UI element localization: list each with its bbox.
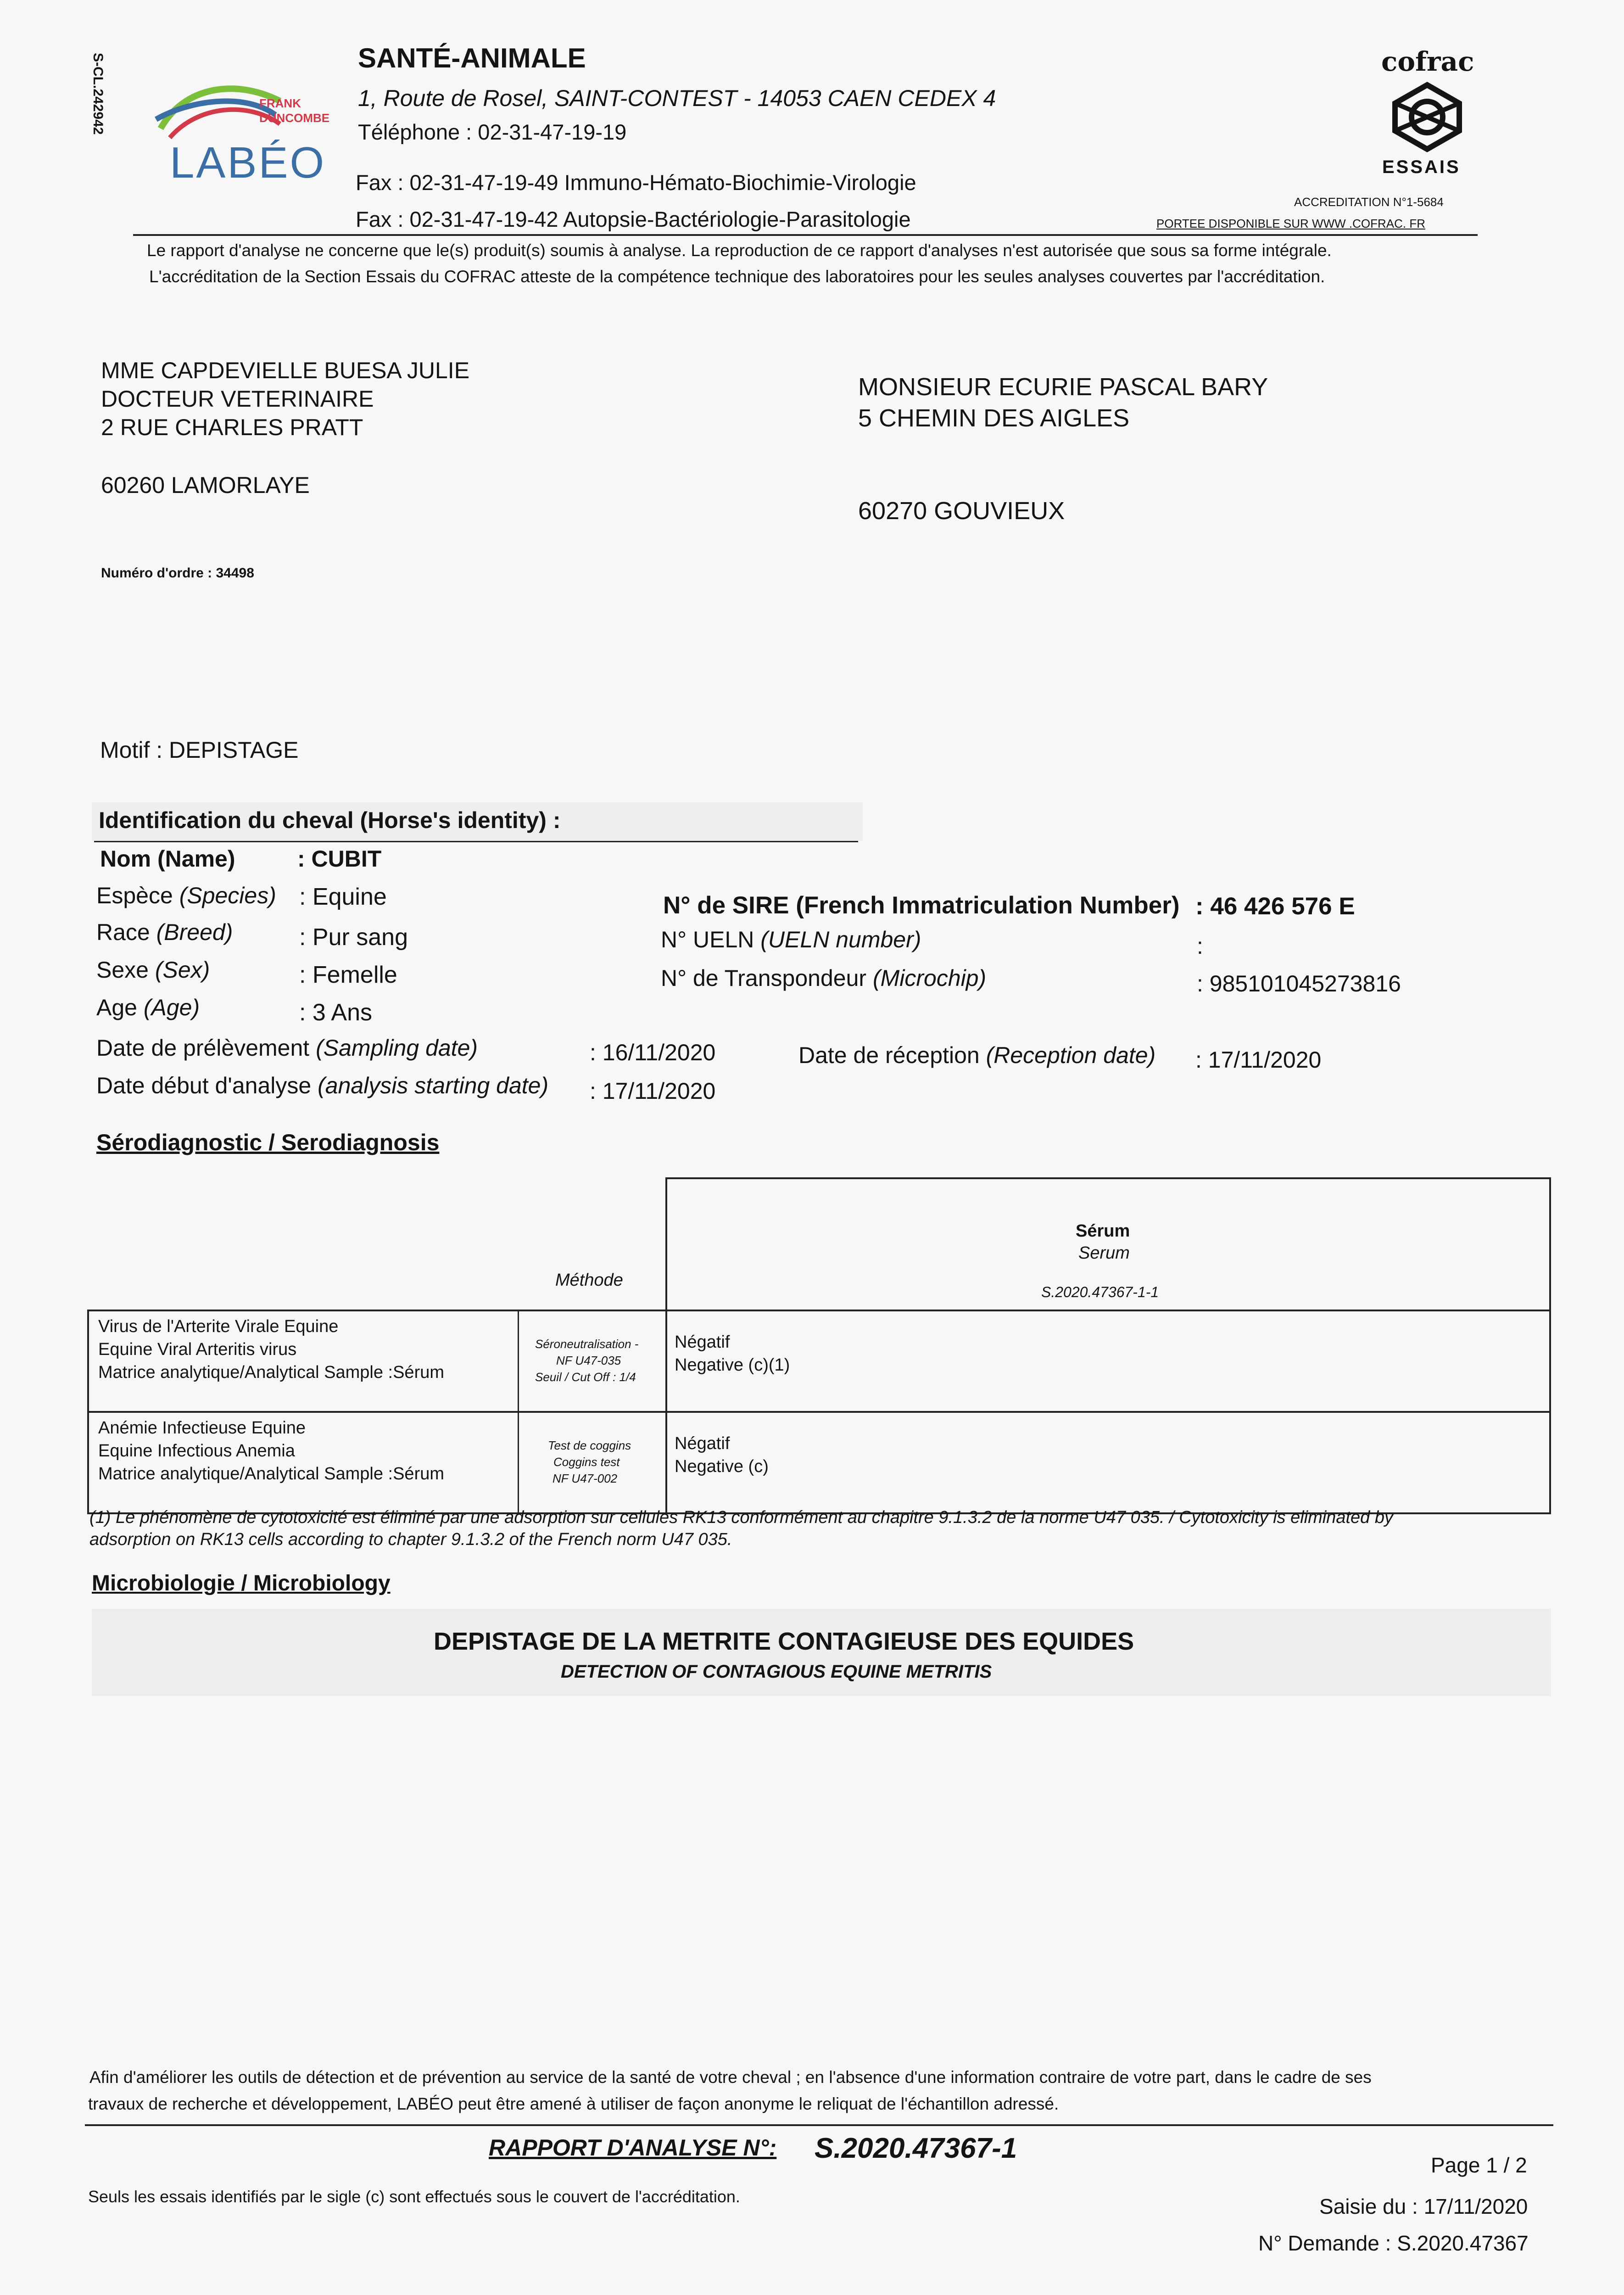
cofrac-logo xyxy=(1367,46,1478,184)
row1-name2: Equine Viral Arteritis virus xyxy=(98,1340,297,1359)
accreditation-number: ACCREDITATION N°1-5684 xyxy=(1294,195,1444,209)
row1-result2: Negative (c)(1) xyxy=(675,1355,790,1375)
labeo-logo-line2: DUNCOMBE xyxy=(259,111,330,125)
method-header: Méthode xyxy=(555,1271,623,1290)
report-label: RAPPORT D'ANALYSE N°: xyxy=(489,2135,777,2161)
identification-underline xyxy=(94,841,858,842)
labeo-logo-line1: FRANK xyxy=(259,96,301,110)
row1-method1: Séroneutralisation - xyxy=(535,1337,639,1351)
microbiology-title: DEPISTAGE DE LA METRITE CONTAGIEUSE DES EQUIDES xyxy=(434,1628,1134,1655)
sender-line4: 60260 LAMORLAYE xyxy=(101,472,310,498)
sex-value: : Femelle xyxy=(299,962,397,988)
microbiology-heading: Microbiologie / Microbiology xyxy=(92,1571,391,1595)
sample-header-cell xyxy=(665,1177,1551,1311)
serology-footnote-2: adsorption on RK13 cells according to chapter 9.1.3.2 of the French norm U47 035. xyxy=(89,1530,732,1549)
header-title: SANTÉ-ANIMALE xyxy=(358,43,586,73)
order-number: Numéro d'ordre : 34498 xyxy=(101,565,254,581)
footer-request-number: N° Demande : S.2020.47367 xyxy=(1258,2231,1529,2255)
transponder-value: : 985101045273816 xyxy=(1197,971,1401,996)
reception-date-value: : 17/11/2020 xyxy=(1195,1047,1322,1073)
recipient-line2: 5 CHEMIN DES AIGLES xyxy=(858,404,1130,432)
header-fax1: Fax : 02-31-47-19-49 Immuno-Hémato-Biochimie-Virologie xyxy=(356,170,916,195)
disclaimer-2: L'accréditation de la Section Essais du COFRAC atteste de la compétence technique des laboratoires pour les seules analyses couvertes par l'accréditation. xyxy=(149,267,1325,286)
name-label: Nom (Name) xyxy=(100,846,235,872)
row2-method3: NF U47-002 xyxy=(552,1472,618,1485)
start-date-label: Date début d'analyse (analysis starting date) xyxy=(96,1073,549,1098)
footer-accreditation-note: Seuls les essais identifiés par le sigle (c) sont effectués sous le couvert de l'accréditation. xyxy=(88,2187,740,2206)
ueln-value: : xyxy=(1197,933,1203,959)
row2-name2: Equine Infectious Anemia xyxy=(98,1441,295,1461)
footer-notice-1: Afin d'améliorer les outils de détection et de prévention au service de la santé de votre cheval ; en l'absence d'une information contraire de votre part, dans le cadre de ses xyxy=(89,2068,1372,2087)
header-divider xyxy=(133,234,1478,236)
row2-divider1 xyxy=(518,1413,519,1512)
disclaimer-1: Le rapport d'analyse ne concerne que le(s) produit(s) soumis à analyse. La reproduction de ce rapport d'analyses n'est autorisée que sous sa forme intégrale. xyxy=(147,241,1332,260)
footer-notice-2: travaux de recherche et développement, LABÉO peut être amené à utiliser de façon anonyme le reliquat de l'échantillon adressé. xyxy=(88,2094,1059,2113)
species-label: Espèce (Species) xyxy=(96,883,276,908)
labeo-logo xyxy=(142,73,344,193)
sample-header-en: Serum xyxy=(1078,1243,1130,1263)
sampling-date-value: : 16/11/2020 xyxy=(590,1040,716,1065)
row2-result2: Negative (c) xyxy=(675,1457,769,1476)
age-label: Age (Age) xyxy=(96,995,200,1020)
row2-method2: Coggins test xyxy=(553,1455,620,1469)
side-code: S-CL.242942 xyxy=(90,53,106,135)
cofrac-emblem-icon xyxy=(1381,80,1473,154)
row1-divider1 xyxy=(518,1311,519,1411)
reception-date-label: Date de réception (Reception date) xyxy=(798,1042,1156,1068)
age-value: : 3 Ans xyxy=(299,999,372,1026)
row1-method2: NF U47-035 xyxy=(556,1354,621,1367)
transponder-label: N° de Transpondeur (Microchip) xyxy=(661,965,987,991)
sampling-date-label: Date de prélèvement (Sampling date) xyxy=(96,1035,478,1061)
recipient-line1: MONSIEUR ECURIE PASCAL BARY xyxy=(858,373,1268,401)
row1-name3: Matrice analytique/Analytical Sample :Sérum xyxy=(98,1363,445,1382)
start-date-value: : 17/11/2020 xyxy=(590,1078,716,1104)
species-value: : Equine xyxy=(299,884,387,910)
header-address: 1, Route de Rosel, SAINT-CONTEST - 14053 CAEN CEDEX 4 xyxy=(358,85,996,111)
breed-label: Race (Breed) xyxy=(96,919,233,945)
row1-name1: Virus de l'Arterite Virale Equine xyxy=(98,1317,339,1336)
table-row xyxy=(87,1411,1551,1514)
table-row xyxy=(87,1310,1551,1413)
identification-heading: Identification du cheval (Horse's identity) : xyxy=(99,807,561,833)
report-number: S.2020.47367-1 xyxy=(815,2133,1017,2164)
sire-label: N° de SIRE (French Immatriculation Number) xyxy=(663,892,1180,919)
footer-page: Page 1 / 2 xyxy=(1431,2153,1527,2177)
sender-line2: DOCTEUR VETERINAIRE xyxy=(101,386,374,412)
row2-name1: Anémie Infectieuse Equine xyxy=(98,1418,306,1438)
footer-divider xyxy=(85,2124,1553,2126)
row2-result1: Négatif xyxy=(675,1434,730,1453)
sire-value: : 46 426 576 E xyxy=(1195,893,1355,920)
labeo-swoosh-icon xyxy=(142,73,344,147)
breed-value: : Pur sang xyxy=(299,924,408,951)
recipient-line3: 60270 GOUVIEUX xyxy=(858,497,1065,525)
name-value: : CUBIT xyxy=(297,846,382,872)
microbiology-subtitle: DETECTION OF CONTAGIOUS EQUINE METRITIS xyxy=(561,1662,992,1682)
ueln-label: N° UELN (UELN number) xyxy=(661,927,921,952)
row1-result1: Négatif xyxy=(675,1332,730,1352)
row2-method1: Test de coggins xyxy=(548,1439,631,1452)
cofrac-logo-top: cofrac xyxy=(1381,46,1474,77)
cofrac-logo-bottom: ESSAIS xyxy=(1382,157,1461,177)
labeo-logo-name: LABÉO xyxy=(170,138,326,187)
portee-link[interactable]: PORTEE DISPONIBLE SUR WWW .COFRAC. FR xyxy=(1156,217,1426,230)
footer-entry-date: Saisie du : 17/11/2020 xyxy=(1319,2194,1528,2218)
sender-line3: 2 RUE CHARLES PRATT xyxy=(101,414,363,440)
sender-line1: MME CAPDEVIELLE BUESA JULIE xyxy=(101,358,470,383)
sample-id: S.2020.47367-1-1 xyxy=(1041,1284,1159,1300)
motif: Motif : DEPISTAGE xyxy=(100,737,299,763)
sex-label: Sexe (Sex) xyxy=(96,957,210,983)
sample-header: Sérum xyxy=(1076,1221,1130,1241)
serology-footnote-1: (1) Le phénomène de cytotoxicité est éliminé par une adsorption sur cellules RK13 conformément au chapitre 9.1.3.2 de la norme U47 035. / Cytotoxicity is eliminated by xyxy=(89,1508,1393,1527)
row1-method3: Seuil / Cut Off : 1/4 xyxy=(535,1370,636,1384)
row1-divider2 xyxy=(665,1311,667,1411)
row2-name3: Matrice analytique/Analytical Sample :Sérum xyxy=(98,1464,445,1483)
header-phone: Téléphone : 02-31-47-19-19 xyxy=(358,120,627,144)
row2-divider2 xyxy=(665,1413,667,1512)
header-fax2: Fax : 02-31-47-19-42 Autopsie-Bactériologie-Parasitologie xyxy=(356,207,911,231)
serology-heading: Sérodiagnostic / Serodiagnosis xyxy=(96,1130,440,1155)
